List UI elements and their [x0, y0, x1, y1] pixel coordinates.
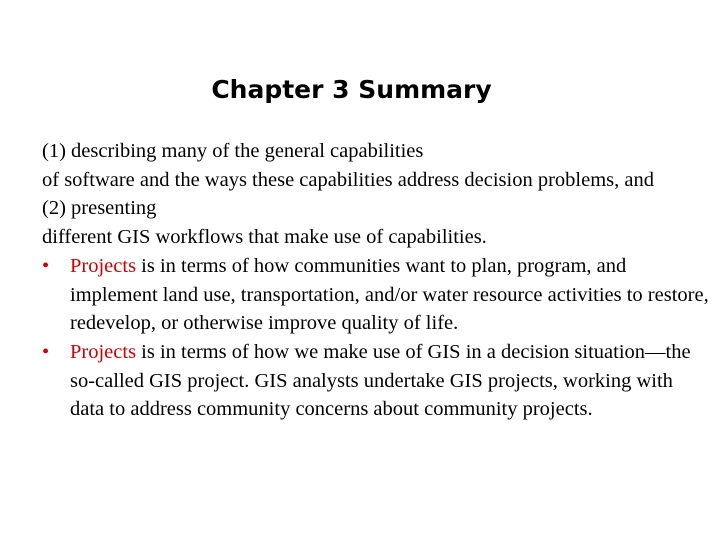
slide-title: Chapter 3 Summary	[211, 75, 492, 104]
body-line-1: (1) describing many of the general capabilities	[42, 140, 424, 162]
body-line-3: (2) presenting	[42, 197, 157, 220]
bullet-item-1	[42, 252, 712, 338]
slide-body	[42, 137, 712, 424]
bullet-highlight: Projects	[70, 254, 137, 277]
bullet-text: is in terms of how we make use of GIS in a decision situation—the so-called GIS project. GIS analysts undertake GIS projects, working with data to address community concerns about community projects.	[70, 340, 691, 421]
body-line-4: different GIS workflows that make use of capabilities.	[42, 226, 487, 249]
bullet-marker: •	[42, 340, 50, 363]
bullet-marker: •	[42, 254, 50, 277]
bullet-highlight: Projects	[70, 340, 137, 363]
bullet-item-2	[42, 338, 712, 424]
body-line-2: of software and the ways these capabilities address decision problems, and	[42, 168, 654, 191]
bullet-text: is in terms of how communities want to plan, program, and implement land use, transportation, and/or water resource activities to restore, redevelop, or otherwise improve quality of life.	[70, 254, 709, 335]
